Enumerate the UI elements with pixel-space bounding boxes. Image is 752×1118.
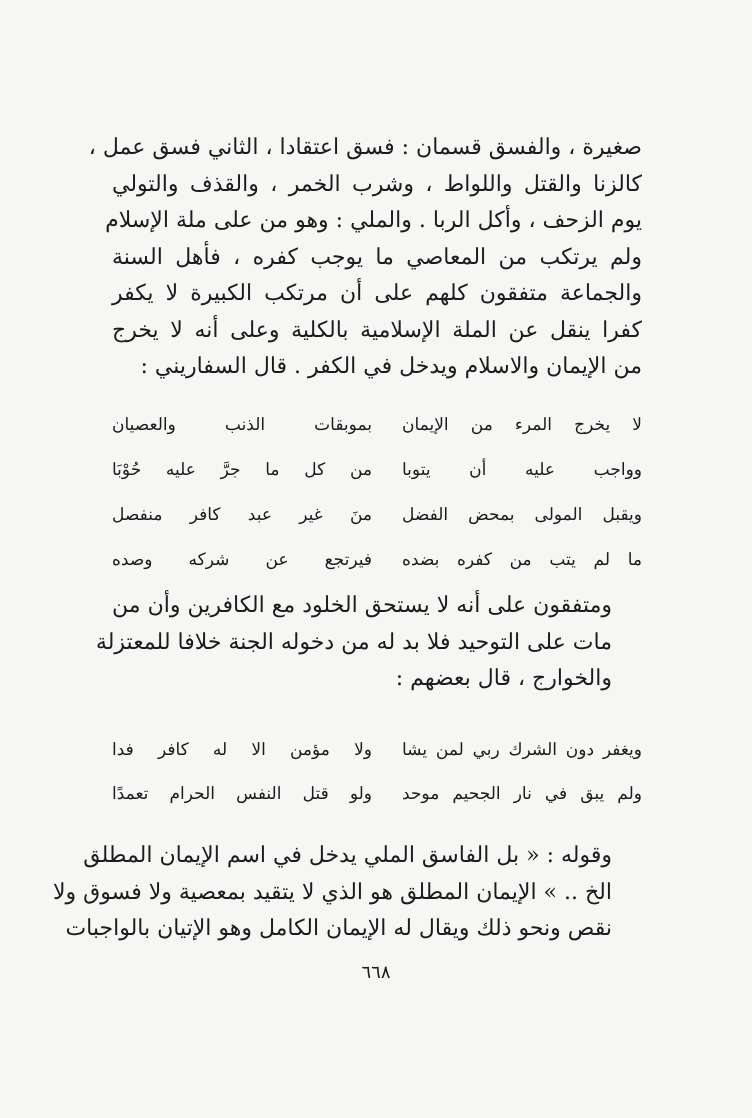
text-line: والجماعة متفقون كلهم على أن مرتكب الكبيرة لا يكفر xyxy=(112,281,642,306)
verse-first-hemistich: ما لم يتب من كفره بضده xyxy=(402,549,642,570)
verse xyxy=(112,537,642,582)
verse-second-hemistich: بموبقات الذنب والعصيان xyxy=(112,414,372,435)
paragraph-1 xyxy=(88,130,642,386)
page-number: ٦٦٨ xyxy=(361,962,391,983)
paragraph-3 xyxy=(52,838,642,948)
verse-first-hemistich: لا يخرج المرء من الإيمان xyxy=(402,414,642,435)
verse-second-hemistich: ولو قتل النفس الحرام تعمدًا xyxy=(112,784,372,804)
verse-first-hemistich: ويغفر دون الشرك ربي لمن يشا xyxy=(402,740,642,760)
verse-first-hemistich: وواجب عليه أن يتوبا xyxy=(402,459,642,480)
text-line: والخوارج ، قال بعضهم : xyxy=(395,666,612,691)
verse-first-hemistich: ولم يبق في نار الجحيم موحد xyxy=(402,784,642,804)
text-line: مات على التوحيد فلا بد له من دخوله الجنة خلافا للمعتزلة xyxy=(95,629,612,655)
verse xyxy=(112,402,642,447)
verse-second-hemistich: منَ غير عبد كافر منفصل xyxy=(112,504,372,525)
poem-khawarij-reply xyxy=(112,728,642,816)
text-line: كفرا ينقل عن الملة الإسلامية بالكلية وعلى أنه لا يخرج xyxy=(112,317,642,343)
verse xyxy=(112,492,642,537)
text-line: وقوله : « بل الفاسق الملي يدخل في اسم الإيمان المطلق xyxy=(83,843,612,868)
verse-second-hemistich: ولا مؤمن الا له كافر فدا xyxy=(112,740,372,760)
text-line: الخ .. » الإيمان المطلق هو الذي لا يتقيد بمعصية ولا فسوق ولا xyxy=(52,879,612,905)
verse xyxy=(112,772,642,816)
verse-second-hemistich: من كل ما جرَّ عليه حُوْبَا xyxy=(112,459,372,480)
text-line: صغيرة ، والفسق قسمان : فسق اعتقادا ، الثاني فسق عمل ، xyxy=(88,135,642,160)
text-line: نقص ونحو ذلك ويقال له الإيمان الكامل وهو الإتيان بالواجبات xyxy=(65,916,612,941)
poem-safarini xyxy=(112,402,642,582)
verse-first-hemistich: ويقبل المولى بمحض الفضل xyxy=(402,504,642,525)
verse xyxy=(112,447,642,492)
text-line: ومتفقون على أنه لا يستحق الخلود مع الكافرين وأن من xyxy=(112,593,612,618)
verse xyxy=(112,728,642,772)
text-line: كالزنا والقتل واللواط ، وشرب الخمر ، والقذف والتولي xyxy=(112,171,642,197)
text-line: ولم يرتكب من المعاصي ما يوجب كفره ، فأهل السنة xyxy=(112,244,642,270)
text-line: يوم الزحف ، وأكل الربا . والملي : وهو من على ملة الإسلام xyxy=(105,208,642,233)
paragraph-2 xyxy=(95,588,642,698)
text-line: من الإيمان والاسلام ويدخل في الكفر . قال السفاريني : xyxy=(140,354,642,379)
verse-second-hemistich: فيرتجع عن شركه وصده xyxy=(112,549,372,570)
